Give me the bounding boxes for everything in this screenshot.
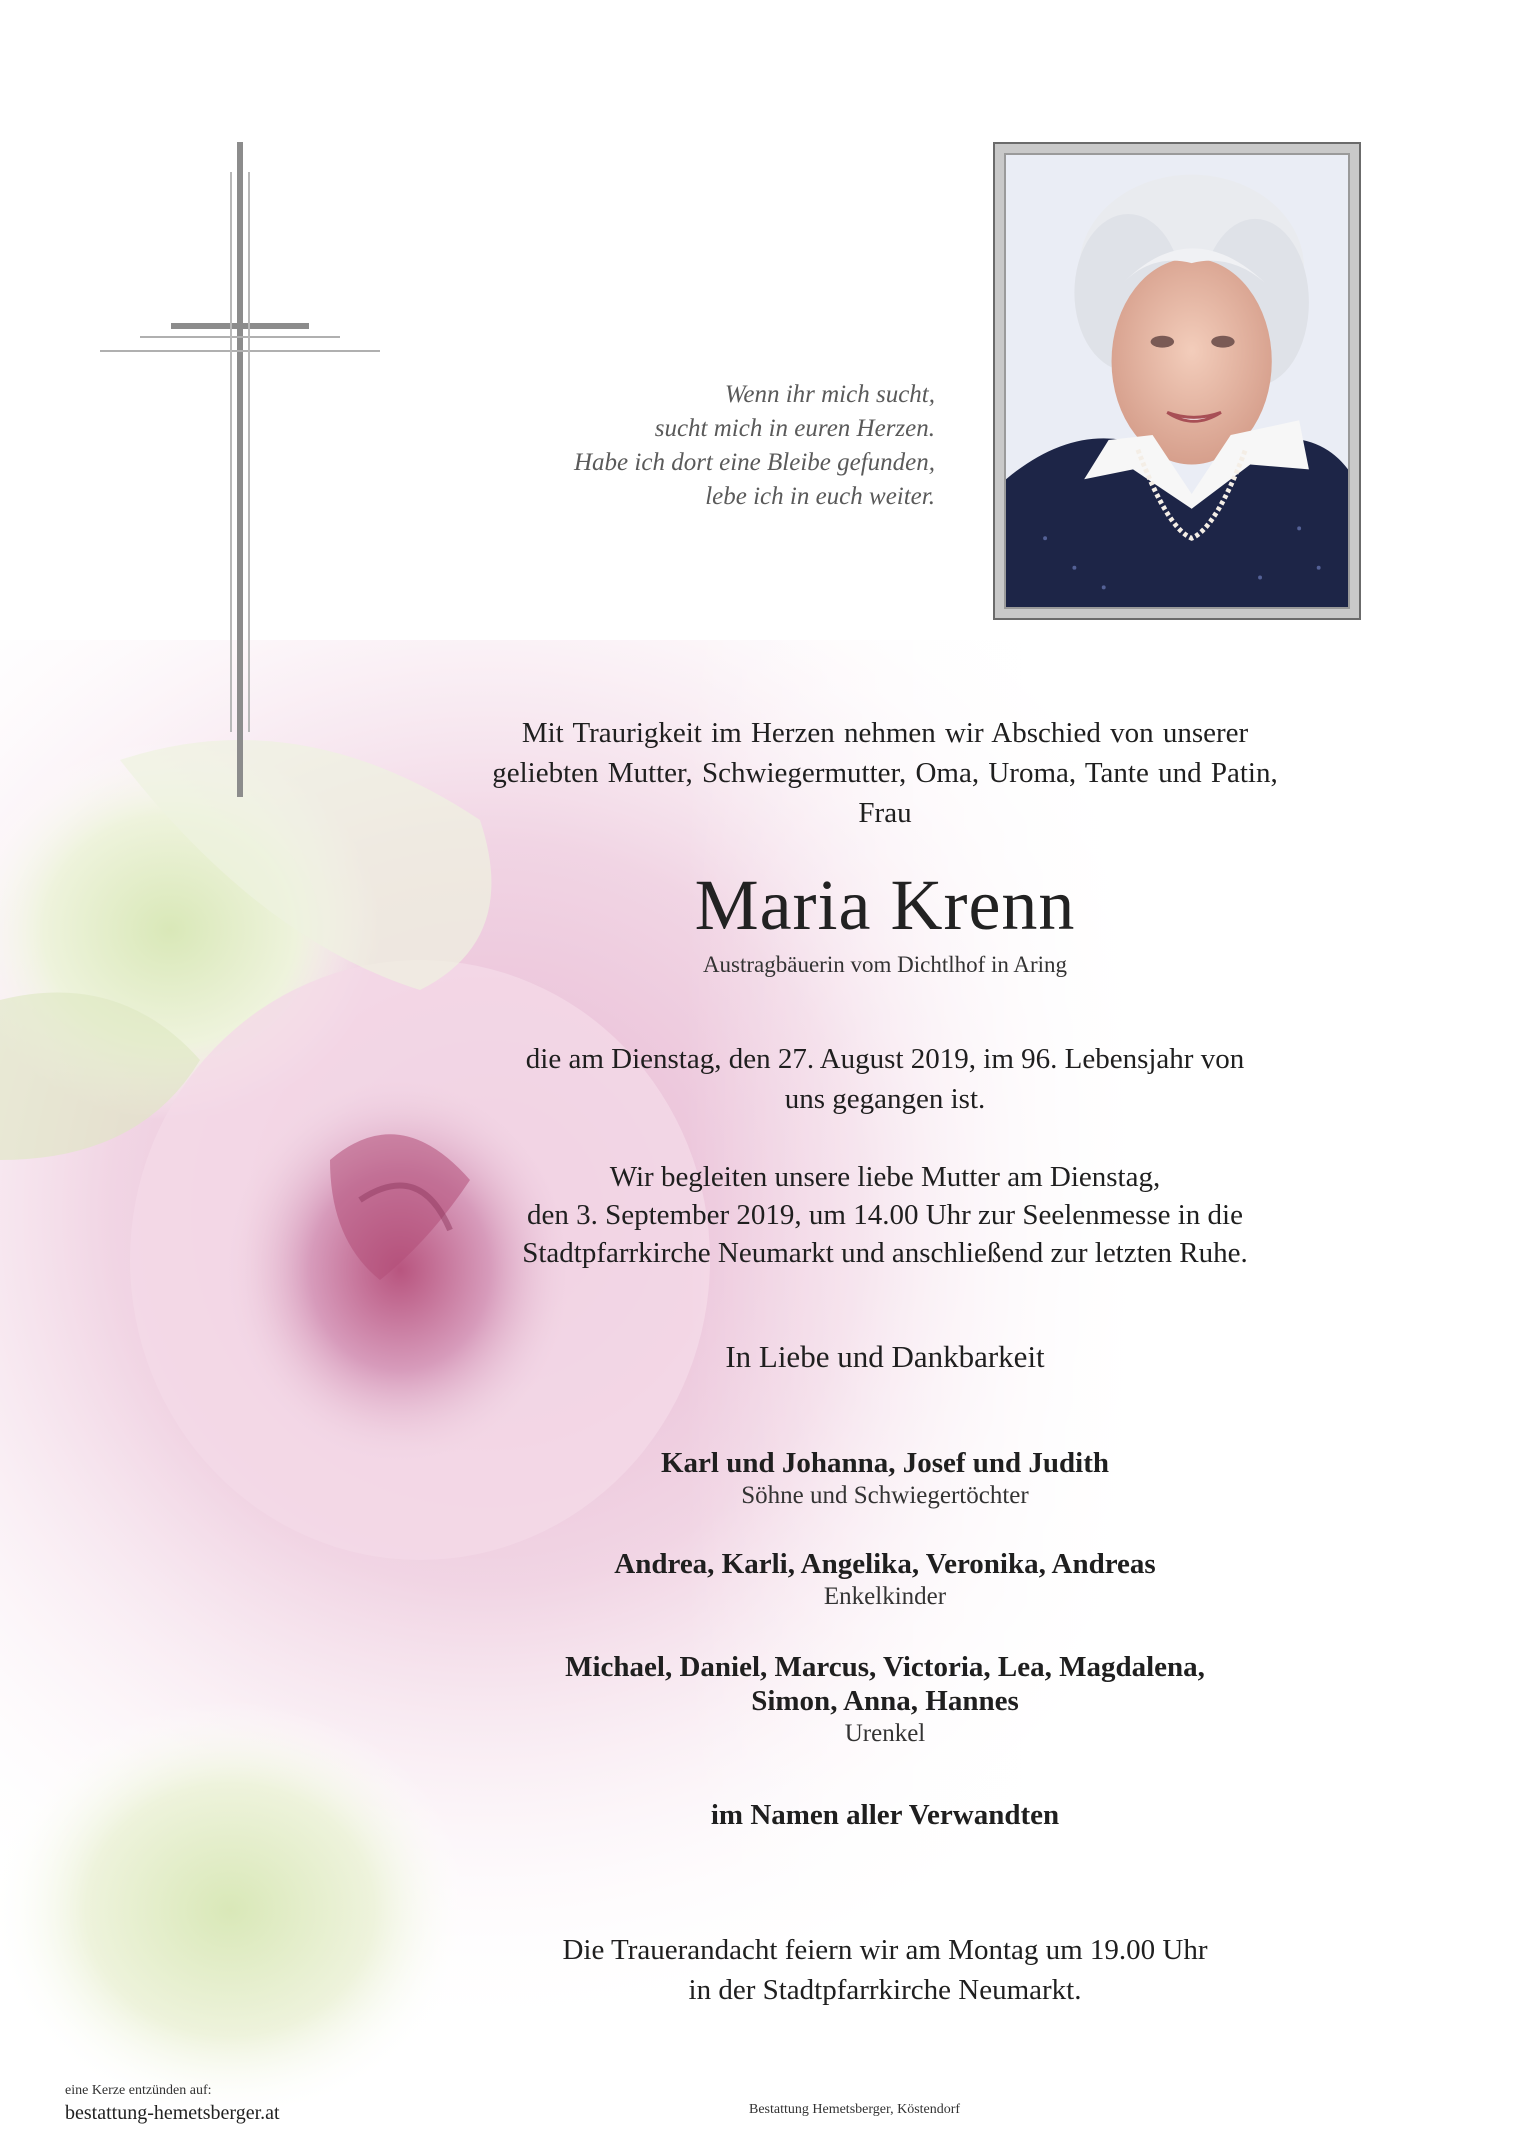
candle-label: eine Kerze entzünden auf: xyxy=(65,2083,212,2098)
family-role: Enkelkinder xyxy=(823,1583,947,1610)
death-line: uns gegangen ist. xyxy=(784,1083,986,1115)
memorial-verse xyxy=(335,378,935,514)
thanks-line: In Liebe und Dankbarkeit xyxy=(725,1339,1045,1374)
portrait-photo xyxy=(1006,155,1348,607)
verse-line: sucht mich in euren Herzen. xyxy=(654,415,935,442)
funeral-notice xyxy=(425,1158,1345,1272)
family-names: Andrea, Karli, Angelika, Veronika, Andreas xyxy=(614,1548,1156,1580)
family-role: Söhne und Schwiegertöchter xyxy=(741,1482,1029,1509)
family-names: Michael, Daniel, Marcus, Victoria, Lea, Magdalena, xyxy=(565,1651,1205,1683)
website-link[interactable]: bestattung-hemetsberger.at xyxy=(65,2102,280,2124)
undertaker-name: Bestattung Hemetsberger, Köstendorf xyxy=(749,2102,961,2117)
funeral-line: Wir begleiten unsere liebe Mutter am Dienstag, xyxy=(609,1161,1161,1193)
funeral-line: den 3. September 2019, um 14.00 Uhr zur Seelenmesse in die xyxy=(527,1199,1243,1231)
family-role: Urenkel xyxy=(844,1720,926,1747)
family-names: Simon, Anna, Hannes xyxy=(751,1685,1019,1717)
verse-line: Habe ich dort eine Bleibe gefunden, xyxy=(574,449,935,476)
deceased-subtitle: Austragbäuerin vom Dichtlhof in Aring xyxy=(702,952,1068,977)
intro-line: Mit Traurigkeit im Herzen nehmen wir Abschied von unserer xyxy=(521,717,1249,749)
verse-line: Wenn ihr mich sucht, xyxy=(724,381,935,408)
intro-line: geliebten Mutter, Schwiegermutter, Oma, Uroma, Tante und Patin, xyxy=(492,757,1278,789)
relatives-line: im Namen aller Verwandten xyxy=(710,1799,1060,1831)
portrait-frame xyxy=(993,142,1361,620)
deceased-name: Maria Krenn xyxy=(694,865,1076,945)
family-group-great-grandchildren xyxy=(425,1650,1345,1750)
candle-link-block xyxy=(65,2082,280,2126)
intro-text xyxy=(425,713,1345,833)
family-group-grandchildren xyxy=(425,1547,1345,1613)
funeral-line: Stadtpfarrkirche Neumarkt und anschließend zur letzten Ruhe. xyxy=(522,1237,1248,1269)
family-names: Karl und Johanna, Josef und Judith xyxy=(660,1447,1110,1479)
family-group-sons xyxy=(425,1446,1345,1512)
vigil-line: in der Stadtpfarrkirche Neumarkt. xyxy=(688,1974,1082,2006)
death-line: die am Dienstag, den 27. August 2019, im 96. Lebensjahr von xyxy=(525,1043,1245,1075)
vigil-notice xyxy=(425,1930,1345,2010)
vigil-line: Die Trauerandacht feiern wir am Montag um 19.00 Uhr xyxy=(562,1934,1208,1966)
intro-line: Frau xyxy=(858,797,912,829)
death-notice xyxy=(425,1039,1345,1119)
verse-line: lebe ich in euch weiter. xyxy=(705,483,935,510)
